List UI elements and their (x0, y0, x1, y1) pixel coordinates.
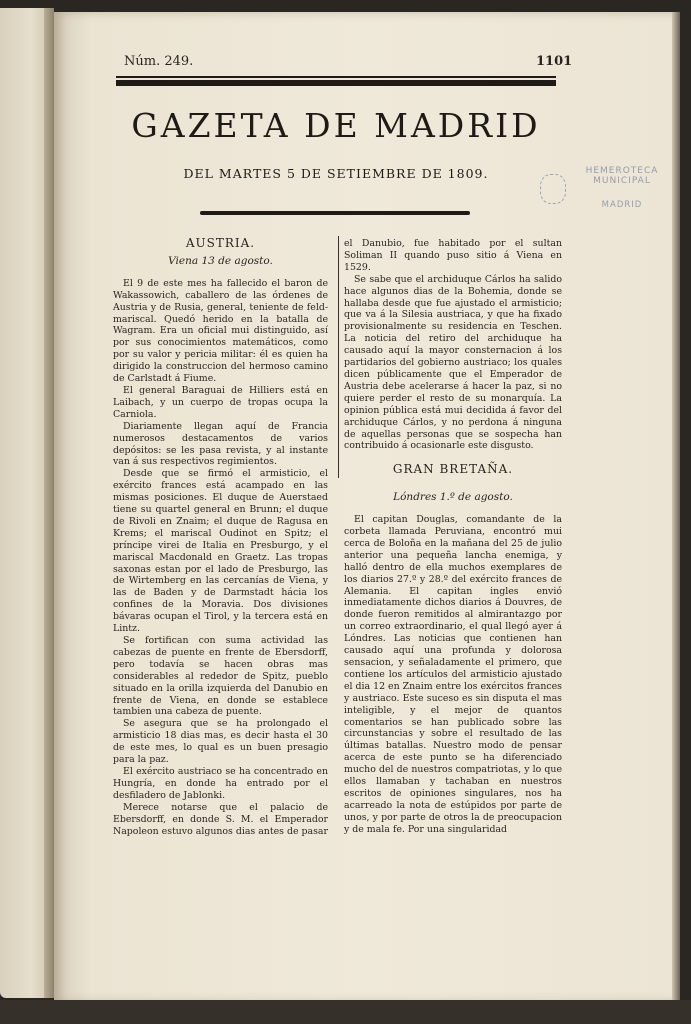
dateline-londres: Lóndres 1.º de agosto. (393, 491, 513, 504)
masthead-dateline: DEL MARTES 5 DE SETIEMBRE DE 1809. (183, 166, 489, 181)
stamp-line-1: HEMEROTECA (585, 166, 659, 176)
dateline-viena: Viena 13 de agosto. (168, 254, 273, 267)
masthead-title: GAZETA DE MADRID (131, 106, 541, 145)
left-column (113, 238, 328, 837)
article-paragraph: Diariamente llegan aquí de Francia numerosos destacamentos de varios depósitos: se les pasa revista, y al instante van á sus respectivos regimientos. (113, 420, 328, 468)
article-paragraph: Merece notarse que el palacio de Ebersdorff, en donde S. M. el Emperador Napoleon estuvo algunos dias antes de pasar (113, 801, 328, 837)
section-heading-gran-bretana: GRAN BRETAÑA. (392, 462, 514, 477)
article-paragraph: Se sabe que el archiduque Cárlos ha salido hace algunos dias de la Bohemia, donde se hallaba desde que fue ajustado el armisticio; que va á la Silesia austriaca, y que ha fixado provisionalmente su residencia en Teschen. La noticia del retiro del archiduque ha causado aquí la mayor consternacion á los partidarios del gobierno austriaco; los quales dicen públicamente que el Emperador de Austria debe acelerarse á hacer la paz, si no quiere perder el resto de su monarquía. La opinion pública está mui decidida á favor del archiduque Cárlos, y no perdona á ninguna de aquellas personas que se sospecha han contribuido á ocasionarle este disgusto. (344, 273, 562, 452)
stamp-emblem-icon (540, 174, 566, 204)
stamp-line-3: MADRID (601, 200, 643, 210)
article-paragraph: El general Baraguai de Hilliers está en Laibach, y un cuerpo de tropas ocupa la Carniola. (113, 384, 328, 420)
article-paragraph: Desde que se firmó el armisticio, el exército frances está acampado en las mismas posiciones. El duque de Auerstaed tiene su quartel general en Brunn; el duque de Rivoli en Znaim; el duque de Ragusa en Krems; el mariscal Oudinot en Spitz; el príncipe virei de Italia en Presburgo, y el mariscal Macdonald en Graetz. Las tropas saxonas estan por el lado de Presburgo, las de Wirtemberg en las cercanías de Viena, y las de Baden y de Darmstadt hácia los confines de la Moravia. Dos divisiones bávaras ocupan el Tirol, y la tercera está en Lintz. (113, 468, 328, 635)
column-divider (338, 236, 339, 478)
masthead-rule (200, 211, 470, 215)
book-gutter (44, 8, 54, 998)
article-paragraph: el Danubio, fue habitado por el sultan Soliman II quando puso sitio á Viena en 1529. (344, 238, 562, 273)
stamp-line-2: MUNICIPAL (593, 176, 651, 186)
right-column (344, 238, 562, 836)
scanner-background (0, 1000, 691, 1024)
article-paragraph: Se asegura que se ha prolongado el armisticio 18 dias mas, es decir hasta el 30 de este mes, lo qual es un buen presagio para la paz. (113, 718, 328, 766)
article-paragraph: Se fortifican con suma actividad las cabezas de puente en frente de Ebersdorff, pero todavía se hacen obras mas considerables al rededor de Spitz, pueblo situado en la orilla izquierda del Danubio en frente de Viena, en donde se establece tambien una cabeza de puente. (113, 635, 328, 718)
top-rule-thick (116, 80, 556, 86)
top-rule-thin (116, 76, 556, 78)
article-paragraph: El 9 de este mes ha fallecido el baron de Wakassowich, caballero de las órdenes de Austria y de Rusia, general, teniente de feld-mariscal. Quedó herido en la batalla de Wagram. Era un oficial mui distinguido, así por sus conocimientos matemáticos, como por su valor y pericia militar: él es quien ha dirigido la construccion del hermoso camino de Carlstadt á Fiume. (113, 277, 328, 385)
page-number: 1101 (536, 54, 573, 69)
issue-number: Núm. 249. (124, 54, 194, 69)
section-heading-austria: AUSTRIA. (185, 236, 256, 250)
library-stamp (572, 160, 682, 230)
article-paragraph: El exército austriaco se ha concentrado en Hungría, en donde ha entrado por el desfiladero de Jablonki. (113, 765, 328, 801)
article-paragraph: El capitan Douglas, comandante de la corbeta llamada Peruviana, encontró mui cerca de Boloña en la mañana del 25 de julio anterior una pequeña lancha enemiga, y halló dentro de ella muchos exemplares de los diarios 27.º y 28.º del exército frances de Alemania. El capitan ingles envió inmediatamente dichos diarios á Douvres, de donde fueron remitidos al almirantazgo por un correo extraordinario, el qual llegó ayer á Lóndres. Las noticias que contienen han causado aquí una profunda y dolorosa sensacion, y señaladamente el primero, que contiene los artículos del armisticio ajustado el dia 12 en Znaim entre los exércitos frances y austriaco. Este suceso es sin disputa el mas inteligible, y el mejor de quantos comentarios se han publicado sobre las circunstancias y sobre el resultado de las últimas batallas. Nuestro modo de pensar acerca de este punto se ha diferenciado mucho del de nuestros compatriotas, y lo que ellos llamaban y tachaban en nuestros escritos de opiniones singulares, nos ha acarreado la nota de estúpidos por parte de unos, y por parte de otros la de preocupacion y de mala fe. Por una singularidad (344, 514, 562, 835)
